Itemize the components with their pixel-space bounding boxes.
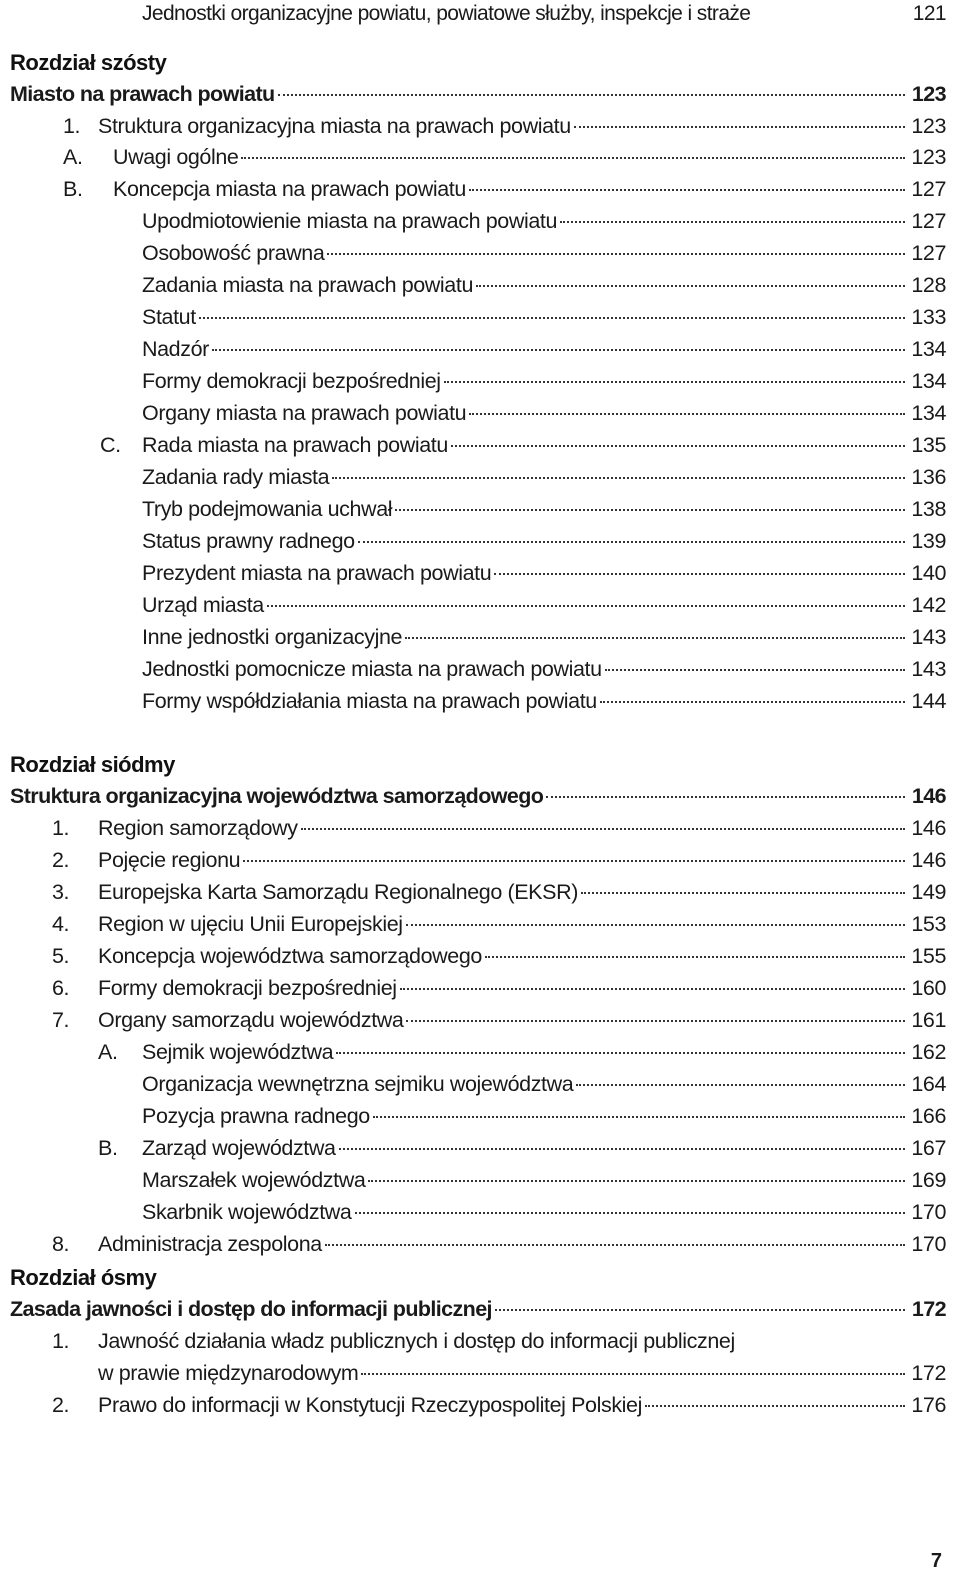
dot-leader [241, 156, 905, 159]
toc-entry-title: Uwagi ogólne [113, 145, 239, 169]
running-header [142, 2, 946, 28]
toc-entry-page: 134 [911, 337, 946, 361]
toc-entry-title: Rada miasta na prawach powiatu [142, 433, 448, 457]
toc-entry-number: B. [63, 177, 83, 201]
toc-entry-page: 162 [911, 1040, 946, 1064]
toc-entry[interactable] [52, 909, 946, 939]
toc-entry-number: 3. [52, 880, 70, 904]
dot-leader [600, 700, 905, 703]
toc-entry-number: 2. [52, 848, 70, 872]
toc-entry-title: Nadzór [142, 337, 209, 361]
toc-entry[interactable] [100, 430, 946, 460]
dot-leader [339, 1147, 905, 1150]
toc-entry-title: Zasada jawności i dostęp do informacji publicznej [10, 1297, 492, 1321]
toc-entry-title: Urząd miasta [142, 593, 264, 617]
toc-entry-title: Koncepcja województwa samorządowego [98, 944, 482, 968]
dot-leader [400, 987, 905, 990]
chapter-label: Rozdział ósmy [10, 1265, 157, 1290]
running-title: Jednostki organizacyjne powiatu, powiatowe służby, inspekcje i straże [142, 2, 751, 25]
toc-entry[interactable] [142, 494, 946, 524]
toc-entry-title: Region w ujęciu Unii Europejskiej [98, 912, 403, 936]
toc-entry-title: Zadania miasta na prawach powiatu [142, 273, 473, 297]
toc-entry-page: 167 [911, 1136, 946, 1160]
toc-entry[interactable] [52, 973, 946, 1003]
toc-entry-title: Upodmiotowienie miasta na prawach powiatu [142, 209, 558, 233]
dot-leader [332, 476, 905, 479]
dot-leader [243, 859, 905, 862]
toc-entry-title: w prawie międzynarodowym [98, 1361, 359, 1385]
toc-entry-number: 5. [52, 944, 70, 968]
toc-entry-title: Osobowość prawna [142, 241, 325, 265]
toc-entry[interactable] [52, 1005, 946, 1035]
dot-leader [451, 444, 905, 447]
toc-entry-title: Organy samorządu województwa [98, 1008, 404, 1032]
toc-entry-page: 135 [911, 433, 946, 457]
toc-entry-page: 123 [911, 114, 946, 138]
dot-leader [405, 636, 905, 639]
toc-entry-page: 170 [911, 1200, 946, 1224]
dot-leader [469, 188, 905, 191]
dot-leader [560, 220, 905, 223]
toc-entry-title: Koncepcja miasta na prawach powiatu [113, 177, 466, 201]
toc-entry-title: Jawność działania władz publicznych i dostęp do informacji publicznej [98, 1329, 735, 1353]
toc-entry[interactable] [52, 845, 946, 875]
toc-entry[interactable] [142, 270, 946, 300]
toc-entry-page: 139 [911, 529, 946, 553]
dot-leader [199, 316, 905, 319]
toc-entry-page: 133 [911, 305, 946, 329]
dot-leader [395, 508, 905, 511]
toc-entry-page: 142 [911, 593, 946, 617]
toc-entry-number: C. [100, 433, 121, 457]
toc-entry-title: Struktura organizacyjna województwa samorządowego [10, 784, 544, 808]
toc-entry-page: 146 [911, 816, 946, 840]
toc-entry-page: 136 [911, 465, 946, 489]
toc-entry-title: Administracja zespolona [98, 1232, 322, 1256]
toc-entry-page: 143 [911, 657, 946, 681]
dot-leader [581, 891, 905, 894]
toc-entry[interactable] [98, 1133, 946, 1163]
toc-entry[interactable] [142, 1069, 946, 1099]
toc-entry[interactable] [142, 302, 946, 332]
dot-leader [358, 540, 905, 543]
dot-leader [476, 284, 905, 287]
toc-entry[interactable] [142, 1101, 946, 1131]
toc-entry-title: Formy demokracji bezpośredniej [142, 369, 441, 393]
toc-entry-title: Statut [142, 305, 196, 329]
toc-entry-page: 176 [911, 1393, 946, 1417]
toc-entry-page: 155 [911, 944, 946, 968]
toc-entry-page: 123 [911, 82, 946, 106]
dot-leader [368, 1179, 905, 1182]
toc-entry[interactable] [52, 1326, 946, 1356]
dot-leader [325, 1243, 905, 1246]
toc-entry-page: 140 [911, 561, 946, 585]
dot-leader [444, 380, 905, 383]
toc-entry[interactable] [52, 813, 946, 843]
toc-entry[interactable] [142, 1197, 946, 1227]
toc-entry[interactable] [10, 1294, 946, 1324]
page-number: 7 [930, 1550, 942, 1572]
toc-entry-title: Struktura organizacyjna miasta na prawach powiatu [98, 114, 571, 138]
toc-entry-title: Formy współdziałania miasta na prawach powiatu [142, 689, 597, 713]
dot-leader [485, 955, 905, 958]
toc-entry-title: Formy demokracji bezpośredniej [98, 976, 397, 1000]
dot-leader [574, 125, 905, 128]
toc-entry-page: 160 [911, 976, 946, 1000]
toc-entry-title: Region samorządowy [98, 816, 298, 840]
toc-entry-page: 172 [911, 1361, 946, 1385]
toc-entry[interactable] [98, 1037, 946, 1067]
toc-entry-page: 127 [911, 241, 946, 265]
toc-entry-page: 128 [911, 273, 946, 297]
toc-entry-page: 161 [911, 1008, 946, 1032]
dot-leader [605, 668, 905, 671]
dot-leader [406, 1019, 905, 1022]
toc-entry-number: A. [63, 145, 83, 169]
toc-entry-title: Status prawny radnego [142, 529, 355, 553]
dot-leader [645, 1404, 905, 1407]
toc-entry-title: Prezydent miasta na prawach powiatu [142, 561, 492, 585]
toc-entry[interactable] [142, 590, 946, 620]
toc-entry[interactable] [10, 781, 946, 811]
toc-entry-page: 170 [911, 1232, 946, 1256]
toc-entry-page: 127 [911, 177, 946, 201]
dot-leader [494, 572, 905, 575]
dot-leader [361, 1372, 905, 1375]
dot-leader [327, 252, 905, 255]
dot-leader [301, 827, 905, 830]
toc-entry[interactable] [52, 1229, 946, 1259]
toc-entry-number: B. [98, 1136, 118, 1160]
toc-entry-page: 134 [911, 369, 946, 393]
toc-entry[interactable] [52, 1390, 946, 1420]
toc-entry[interactable] [63, 142, 946, 172]
toc-entry[interactable] [142, 366, 946, 396]
dot-leader [336, 1051, 905, 1054]
toc-entry-number: 7. [52, 1008, 70, 1032]
toc-entry-title: Prawo do informacji w Konstytucji Rzeczypospolitej Polskiej [98, 1393, 642, 1417]
toc-entry-page: 166 [911, 1104, 946, 1128]
toc-entry-number: 4. [52, 912, 70, 936]
toc-entry-title: Pozycja prawna radnego [142, 1104, 370, 1128]
toc-entry[interactable] [52, 877, 946, 907]
toc-entry[interactable] [142, 398, 946, 428]
toc-entry-page: 134 [911, 401, 946, 425]
toc-entry[interactable] [63, 174, 946, 204]
toc-entry-title: Zadania rady miasta [142, 465, 330, 489]
dot-leader [355, 1211, 906, 1214]
chapter-label: Rozdział szósty [10, 50, 167, 75]
toc-entry-number: 1. [63, 114, 81, 138]
chapter-label: Rozdział siódmy [10, 752, 175, 777]
toc-entry[interactable] [142, 334, 946, 364]
toc-entry-title: Organy miasta na prawach powiatu [142, 401, 467, 425]
dot-leader [212, 348, 905, 351]
toc-entry-title: Miasto na prawach powiatu [10, 82, 275, 106]
toc-entry-page: 127 [911, 209, 946, 233]
toc-entry-page: 143 [911, 625, 946, 649]
toc-entry-page: 138 [911, 497, 946, 521]
toc-entry-title: Sejmik województwa [142, 1040, 334, 1064]
toc-entry-page: 146 [911, 848, 946, 872]
toc-entry-number: 2. [52, 1393, 70, 1417]
toc-entry-number: 1. [52, 816, 70, 840]
toc-entry[interactable] [142, 206, 946, 236]
toc-entry[interactable] [142, 1165, 946, 1195]
toc-entry[interactable] [142, 526, 946, 556]
toc-entry-page: 153 [911, 912, 946, 936]
toc-entry-page: 149 [911, 880, 946, 904]
toc-entry-title: Inne jednostki organizacyjne [142, 625, 403, 649]
toc-entry[interactable] [142, 622, 946, 652]
toc-entry[interactable] [142, 686, 946, 716]
toc-entry-title: Organizacja wewnętrzna sejmiku województwa [142, 1072, 574, 1096]
dot-leader [576, 1083, 905, 1086]
toc-entry-page: 169 [911, 1168, 946, 1192]
running-header-page: 121 [912, 2, 946, 25]
toc-entry-page: 164 [911, 1072, 946, 1096]
toc-entry[interactable] [52, 941, 946, 971]
dot-leader [406, 923, 905, 926]
toc-entry-page: 123 [911, 145, 946, 169]
toc-entry-page: 146 [911, 784, 946, 808]
toc-entry-title: Europejska Karta Samorządu Regionalnego (EKSR) [98, 880, 578, 904]
toc-entry-title: Skarbnik województwa [142, 1200, 352, 1224]
toc-entry-title: Jednostki pomocnicze miasta na prawach powiatu [142, 657, 602, 681]
toc-entry-title: Zarząd województwa [142, 1136, 336, 1160]
dot-leader [278, 93, 905, 96]
toc-entry-number: 8. [52, 1232, 70, 1256]
toc-entry-page: 144 [911, 689, 946, 713]
toc-entry-title: Marszałek województwa [142, 1168, 366, 1192]
toc-entry[interactable] [10, 79, 946, 109]
toc-entry[interactable] [98, 1358, 946, 1388]
dot-leader [546, 795, 905, 798]
toc-entry[interactable] [142, 558, 946, 588]
toc-entry-title: Pojęcie regionu [98, 848, 241, 872]
dot-leader [267, 604, 905, 607]
toc-entry[interactable] [63, 111, 946, 141]
toc-entry-title: Tryb podejmowania uchwał [142, 497, 393, 521]
dot-leader [495, 1308, 905, 1311]
toc-entry-number: 1. [52, 1329, 70, 1353]
dot-leader [469, 412, 905, 415]
toc-entry-number: A. [98, 1040, 118, 1064]
toc-entry-page: 172 [911, 1297, 946, 1321]
toc-entry[interactable] [142, 462, 946, 492]
toc-entry[interactable] [142, 654, 946, 684]
dot-leader [373, 1115, 905, 1118]
toc-entry-number: 6. [52, 976, 70, 1000]
toc-entry[interactable] [142, 238, 946, 268]
